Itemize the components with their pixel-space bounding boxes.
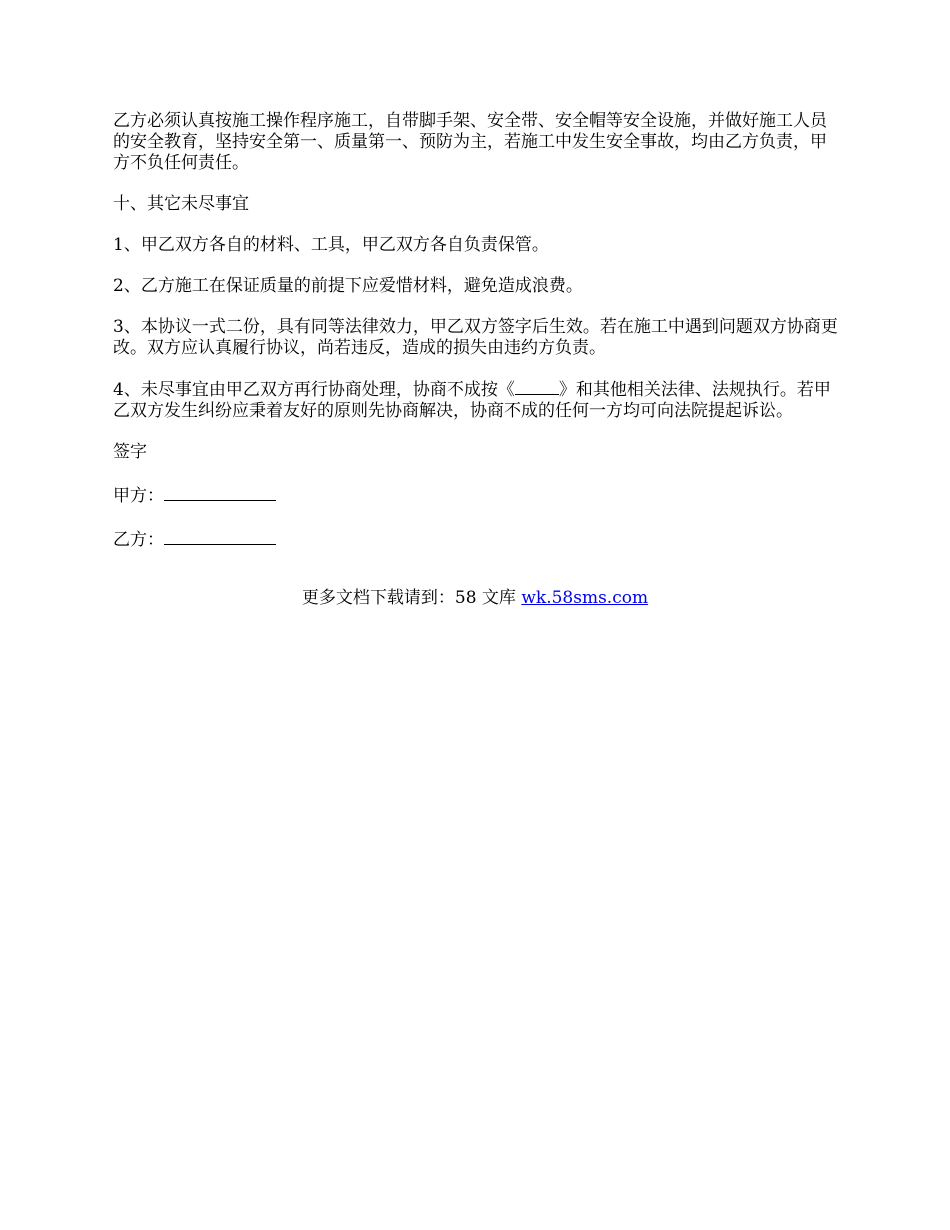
party-b-signature-line	[164, 527, 276, 545]
party-b-label: 乙方：	[113, 530, 164, 550]
clause-1: 1、甲乙双方各自的材料、工具，甲乙双方各自负责保管。	[113, 235, 549, 255]
safety-paragraph: 乙方必须认真按施工操作程序施工，自带脚手架、安全带、安全帽等安全设施，并做好施工人员的安全教育，坚持安全第一、质量第一、预防为主，若施工中发生安全事故，均由乙方负责，甲方不负任何责任。	[113, 111, 827, 173]
footer-link[interactable]: wk.58sms.com	[521, 588, 649, 608]
clause-4-end: 》和其他相关法律、法规执行。若甲乙双方发生纠纷应秉着友好的原则先协商解决，协商不成的任何一方均可向法院提起诉讼。	[113, 380, 831, 421]
party-a-signature	[113, 483, 843, 507]
party-b-signature	[113, 527, 843, 551]
footer	[0, 588, 950, 609]
clause-2: 2、乙方施工在保证质量的前提下应爱惜材料，避免造成浪费。	[113, 276, 583, 296]
clause-4	[113, 379, 843, 422]
signature-title: 签字	[113, 442, 147, 462]
clause-3: 3、本协议一式二份，具有同等法律效力，甲乙双方签字后生效。若在施工中遇到问题双方协商更改。双方应认真履行协议，尚若违反，造成的损失由违约方负责。	[113, 317, 838, 358]
section-heading: 十、其它未尽事宜	[113, 194, 249, 214]
clause-4-start: 4、未尽事宜由甲乙双方再行协商处理，协商不成按《	[113, 380, 515, 400]
party-a-signature-line	[164, 483, 276, 501]
footer-text: 更多文档下载请到：58 文库	[301, 588, 522, 608]
clause-4-blank	[515, 379, 559, 395]
document-body	[113, 111, 843, 571]
party-a-label: 甲方：	[113, 486, 164, 506]
